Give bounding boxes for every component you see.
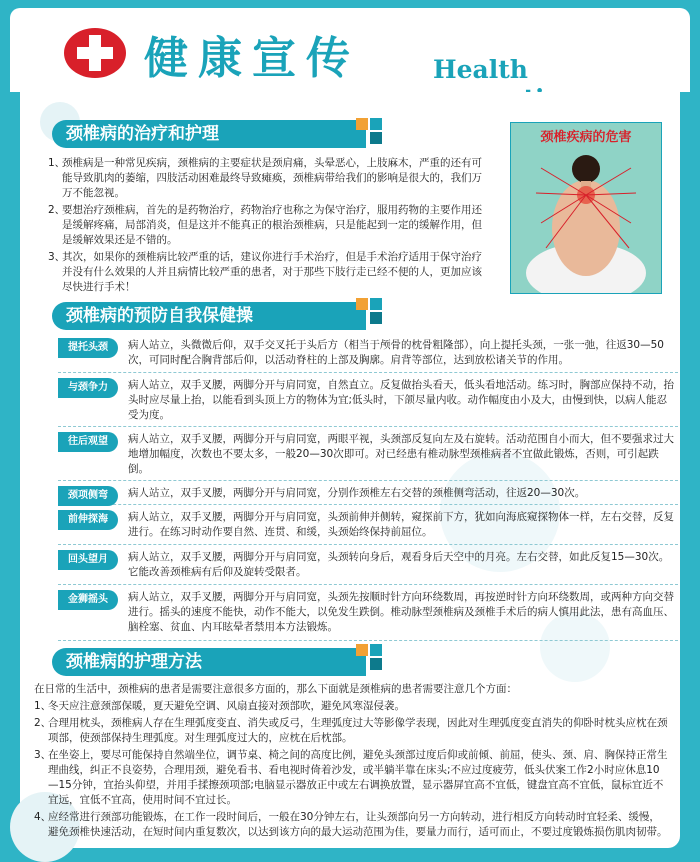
header: [10, 8, 690, 92]
section-title-care: 颈椎病的护理方法: [52, 648, 366, 676]
list-item: 4、 应经常进行颈部功能锻炼，在工作一段时间后，一般在30分钟左右，让头颈部向另一方向转动，进行相反方向转动时宜轻柔、缓慢，避免颈椎快速活动，在短时间内重复数次，以达到该方向的最大运动范围为佳，要量力而行，适可而止，不要过度锻炼损伤肌肉韧带。: [34, 811, 668, 838]
list-item: 2、 合理用枕头，颈椎病人存在生理弧度变直、消失或反弓，生理弧度过大等影像学表现，因此对生理弧度变直消失的仰卧时枕头应枕在颈项部，使颈部保持生理弧度。对生理弧度过大的，应枕在后枕部。: [34, 717, 668, 744]
exercise-row: [58, 484, 678, 505]
exercise-text: 病人站立，双手叉腰，两脚分开与肩同宽，两眼平视，头颈部反复向左及右旋转。活动范围自小而大，但不要强求过大地增加幅度，次数也不要太多，一般20—30次即可。对已经患有椎动脉型颈椎病者不宜做此锻炼，否则，可引起跌倒。: [128, 433, 674, 475]
exercise-tag: 颈项侧弯: [58, 486, 118, 506]
exercise-row: [58, 376, 678, 427]
section-title-prevention: 颈椎病的预防自我保健操: [52, 302, 366, 330]
exercise-tag: 回头望月: [58, 550, 118, 570]
list-item: 1、 冬天应注意颈部保暖，夏天避免空调、风扇直接对颈部吹，避免风寒湿侵袭。: [34, 700, 405, 712]
exercise-text: 病人站立，双手叉腰，两脚分开与肩同宽，头颈先按顺时针方向环绕数周，再按逆时针方向环绕数周，或两种方向交替进行。摇头的速度不能快，动作不能大，以免发生跌倒。椎动脉型颈椎病及颈椎手术后的病人慎用此法，患有高血压、脑栓塞、贫血、内耳眩晕者禁用本方法锻炼。: [128, 591, 674, 633]
exercise-text: 病人站立，双手叉腰，两脚分开与肩同宽，头颈前伸并侧转，窥探前下方，犹如向海底窥探物体一样，左右交替，反复进行。在练习时动作要自然、连贯、和缓，头颈始终保持前屈位。: [128, 511, 674, 538]
exercise-text: 病人站立，双手叉腰，两脚分开与肩同宽，头颈转向身后，观看身后天空中的月亮。左右交替，如此反复15—30次。它能改善颈椎病有后仰及旋转受限者。: [128, 551, 670, 578]
exercise-row: [58, 336, 678, 373]
list-item: 3、 其次，如果你的颈椎病比较严重的话，建议你进行手术治疗，但是手术治疗适用于保守治疗并没有什么效果的人并且病情比较严重的患者，对于那些下肢行走已经不便的人，更加应该尽快进行手术！: [48, 251, 482, 293]
list-item: 1、 颈椎病是一种常见疾病，颈椎病的主要症状是颈肩痛，头晕恶心，上肢麻木，严重的还有可能导致肌肉的萎缩，四肢活动困难最终导致瘫痪，颈椎病带给我们的影响是很大的，我们万万不能忽视。: [48, 157, 482, 199]
exercise-tag: 提托头颈: [58, 338, 118, 358]
image-title: 颈椎疾病的危害: [540, 130, 632, 145]
exercise-text: 病人站立，双手叉腰，两脚分开与肩同宽，分别作颈椎左右交替的颈椎侧弯活动，往返20—30次。: [128, 487, 586, 499]
exercise-tag: 金狮摇头: [58, 590, 118, 610]
exercise-tag: 往后观望: [58, 432, 118, 452]
care-intro: 在日常的生活中，颈椎病的患者是需要注意很多方面的，那么下面就是颈椎病的患者需要注意几个方面：: [34, 683, 517, 695]
list-item: 3、 在坐姿上，要尽可能保持自然端坐位，调节桌、椅之间的高度比例，避免头颈部过度后仰或前倾、前屈，使头、颈、肩、胸保持正常生理曲线，纠正不良姿势，合理用颈，避免看书、看电视时倚着沙发，或半躺半靠在床头;不应过度疲劳，低头伏案工作2小时应休息10—15分钟，宜抬头仰望，并用手揉擦颈项部;电脑显示器放正中或左右调换放置，显示器屏宜高不宜低，键盘宜高不宜低，鼠标宜近不宜远，宜低不宜高，使用时间不宜过长。: [34, 749, 668, 806]
red-cross-icon: [64, 28, 126, 78]
exercise-text: 病人站立，双手叉腰，两脚分开与肩同宽，自然直立。反复做抬头看天，低头看地活动。练习时，胸部应保持不动，抬头时应尽量上抬，以能看到头顶上方的物体为宜;低头时，下颌尽量内收。动作幅度由小及大，由慢到快，以病人能忍受为度。: [128, 379, 674, 421]
treatment-list: [48, 156, 490, 297]
exercise-tag: 前伸探海: [58, 510, 118, 530]
squares-decoration-icon: [356, 644, 386, 674]
exercise-row: [58, 588, 678, 641]
exercise-tag: 与颈争力: [58, 378, 118, 398]
exercise-row: [58, 430, 678, 481]
exercise-row: [58, 548, 678, 585]
page-subtitle: Health: [433, 55, 528, 84]
list-item: 2、 要想治疗颈椎病，首先的是药物治疗，药物治疗也称之为保守治疗，服用药物的主要作用还是缓解疼痛，局部消炎，但是这并不能真正的根治颈椎病，只是能起到一定的缓解作用，但是缓解效果还是不错的。: [48, 204, 482, 246]
care-list: [34, 699, 670, 842]
neck-disease-image: [510, 122, 662, 294]
page-title: 健康宣传: [144, 33, 360, 84]
squares-decoration-icon: [356, 118, 386, 148]
content-panel: [20, 92, 680, 848]
squares-decoration-icon: [356, 298, 386, 328]
section-title-treatment: 颈椎病的治疗和护理: [52, 120, 366, 148]
back-illustration-icon: [511, 123, 661, 293]
exercise-text: 病人站立，头微微后仰，双手交叉托于头后方（相当于颅骨的枕骨粗隆部），向上提托头颈，一张一弛，往返30—50次，可同时配合胸背部后仰，以活动脊柱的上部及胸廓。肩背等部位，达到放松诸关节的作用。: [128, 339, 664, 366]
exercise-row: [58, 508, 678, 545]
